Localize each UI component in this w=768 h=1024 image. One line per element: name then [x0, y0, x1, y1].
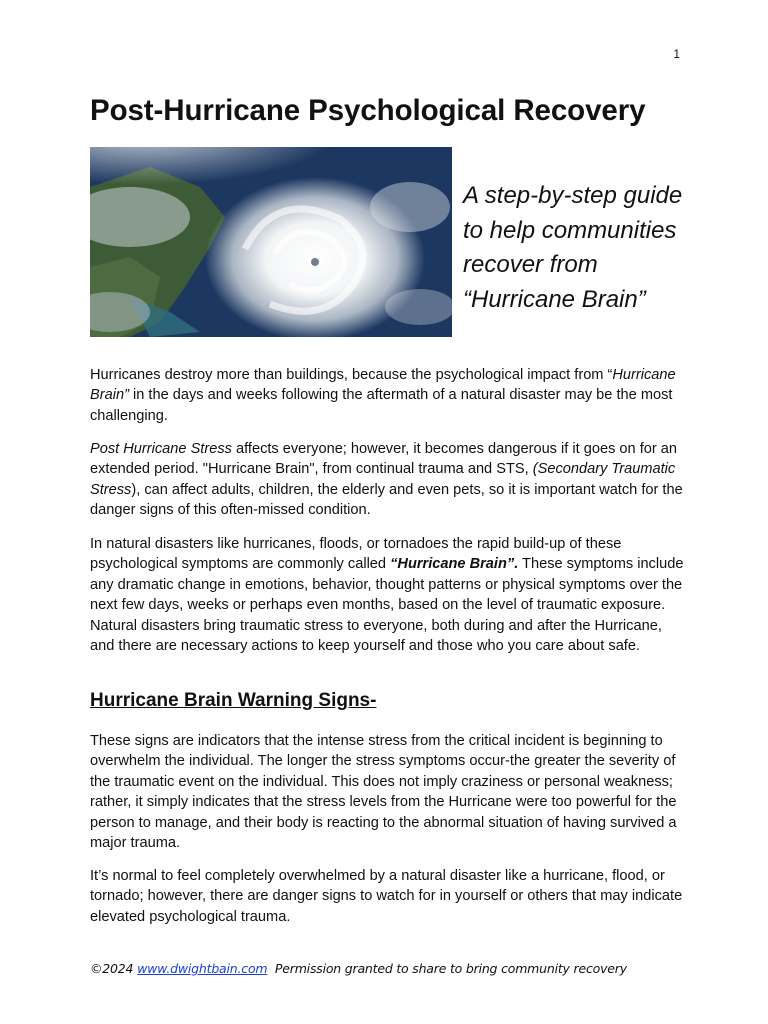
section-heading: Hurricane Brain Warning Signs-	[90, 690, 377, 711]
overwhelmed-paragraph: It’s normal to feel completely overwhelmed by a natural disaster like a hurricane, flood, or tornado; however, there are danger signs to watch for in yourself or others that may indicate elevated psychological trauma.	[90, 868, 683, 925]
subtitle: A step-by-step guide to help communities recover from “Hurricane Brain”	[463, 182, 683, 313]
footer-copyright: ©2024	[90, 961, 138, 976]
stress-text-1: affects everyone; however, it becomes dangerous if it goes on for an extended period. "Hurricane Brain", from continual trauma and STS,	[90, 441, 678, 478]
hurricane-brain-emphasis: “Hurricane Brain”.	[390, 556, 519, 573]
stress-emphasis: Post Hurricane Stress	[90, 441, 232, 457]
hurricane-satellite-image	[90, 147, 452, 337]
website-link[interactable]: www.dwightbain.com	[137, 961, 268, 976]
sts-emphasis: (Secondary Traumatic Stress	[90, 461, 676, 498]
disasters-text-1: In natural disasters like hurricanes, floods, or tornadoes the rapid build-up of these psychological symptoms are commonly called	[90, 536, 622, 573]
disasters-text-2: These symptoms include any dramatic change in emotions, behavior, thought patterns or physical symptoms over the next few days, weeks or perhaps even months, based on the level of traumatic exposure. Natural disasters bring traumatic stress to everyone, both during and after the Hurricane, and there are necessary actions to keep yourself and those who you care about safe.	[90, 556, 684, 655]
disasters-paragraph	[90, 534, 690, 656]
stress-paragraph	[90, 439, 690, 521]
satellite-hurricane-image	[90, 147, 452, 337]
intro-text-1: Hurricanes destroy more than buildings, because the psychological impact from “	[90, 367, 613, 383]
stress-text-2: ), can affect adults, children, the elderly and even pets, so it is important watch for the danger signs of this often-missed condition.	[90, 481, 683, 519]
signs-paragraph: These signs are indicators that the intense stress from the critical incident is beginning to overwhelm the individual. The longer the stress symptoms occur-the greater the severity of the traumatic event on the individual. This does not imply craziness or personal weakness; rather, it simply indicates that the stress levels from the Hurricane were too powerful for the person to manage, and their body is reacting to the abnormal situation of having survived a major trauma.	[90, 733, 677, 852]
page-number: 1	[673, 47, 680, 61]
footer-note: Permission granted to share to bring community recovery	[267, 961, 627, 976]
intro-text-2: in the days and weeks following the aftermath of a natural disaster may be the most challenging.	[90, 387, 673, 424]
page-title: Post-Hurricane Psychological Recovery	[90, 94, 646, 127]
footer	[90, 961, 627, 976]
intro-emphasis: Hurricane Brain”	[90, 367, 676, 404]
intro-paragraph	[90, 365, 690, 426]
